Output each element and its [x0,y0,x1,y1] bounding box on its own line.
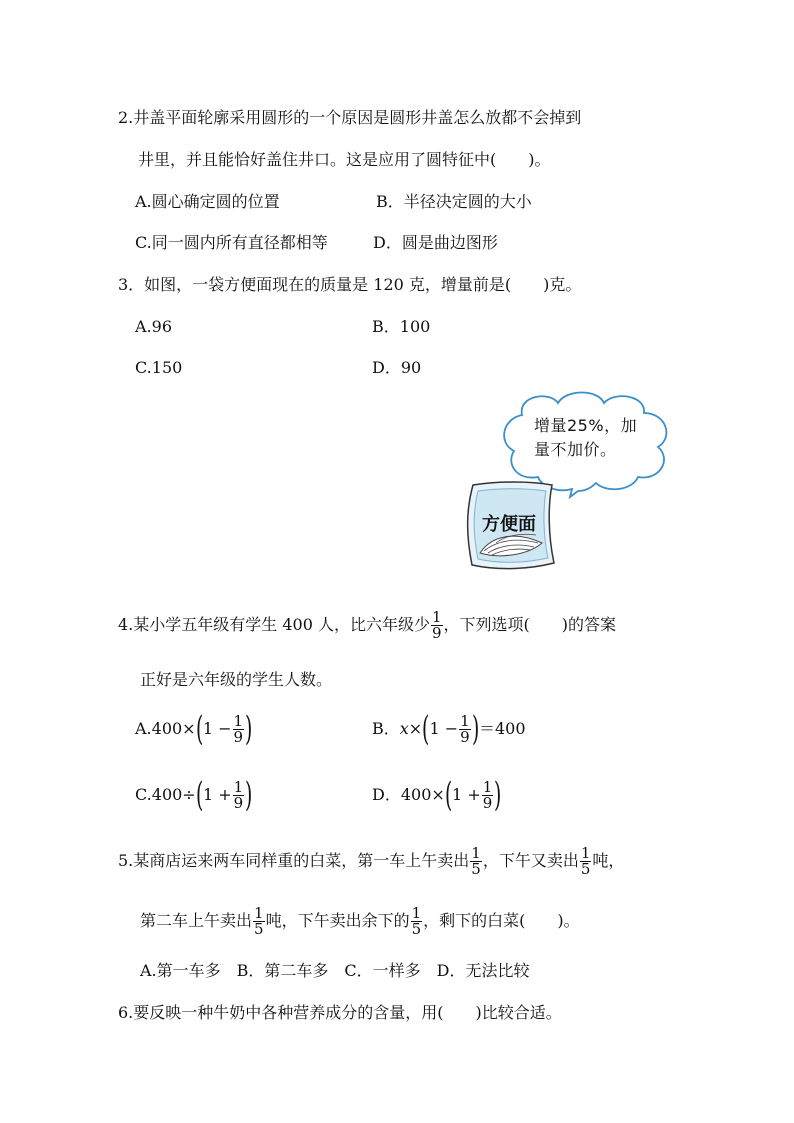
fraction-numerator: 1 [431,608,442,626]
fraction-denominator: 9 [233,727,244,746]
q4-option-d [372,775,502,815]
q2-option-c: C.同一圆内所有直径都相等 [135,233,328,252]
q2-option-a: A.圆心确定圆的位置 [135,192,280,211]
right-paren-icon: ) [494,775,502,815]
option-b-variable: x [399,719,409,738]
q3-option-b: B．100 [372,317,431,336]
q3-line1: 3．如图，一袋方便面现在的质量是 120 克，增量前是( )克。 [118,275,582,294]
fraction-numerator: 1 [254,904,264,922]
bubble-line-2: 量不加价。 [534,440,617,459]
q4-line1 [118,610,616,641]
fraction-numerator: 1 [233,777,244,796]
bubble-line-1: 增量25%，加 [534,416,638,435]
option-c-prefix: C.400÷ [135,785,196,804]
fraction-numerator: 1 [482,777,493,796]
option-b-times: × [408,719,423,738]
q4-option-a [135,709,253,749]
q4-line1-pre: 4.某小学五年级有学生 400 人，比六年级少 [118,615,430,634]
q2-line2: 井里，并且能恰好盖住井口。这是应用了圆特征中( )。 [138,150,551,169]
fraction-denominator: 5 [471,860,481,878]
fraction-numerator: 1 [411,904,422,922]
option-a-inner: 1 − [202,719,232,738]
fraction-numerator: 1 [580,844,591,862]
q3-option-a: A.96 [135,317,172,336]
option-b-prefix: B． [372,719,400,738]
q2-line1: 2.井盖平面轮廓采用圆形的一个原因是圆形井盖怎么放都不会掉到 [118,108,582,127]
fraction-denominator: 9 [431,624,442,642]
right-paren-icon: ) [471,709,479,749]
q5-fraction-2 [580,846,592,877]
q4-fraction [431,610,443,641]
q5-line2-mid: 吨，下午卖出余下的 [265,911,410,930]
left-paren-icon: ( [422,709,430,749]
q5-line2-post: ，剩下的白菜( )。 [423,911,580,930]
q5-options: A.第一车多 B．第二车多 C．一样多 D．无法比较 [140,961,530,980]
option-d-fraction [482,777,494,812]
fraction-denominator: 9 [482,793,493,812]
q4-option-b [372,709,526,749]
option-c-inner: 1 + [202,785,232,804]
speech-bubble-text [534,414,637,462]
right-paren-icon: ) [245,709,253,749]
option-b-fraction [459,711,471,746]
fraction-denominator: 5 [580,860,591,878]
q5-line1 [118,846,624,877]
q5-fraction-1 [470,846,482,877]
option-d-inner: 1 + [452,785,481,804]
fraction-denominator: 9 [233,793,244,812]
q6-line1: 6.要反映一种牛奶中各种营养成分的含量，用( )比较合适。 [118,1003,562,1022]
option-a-fraction [233,711,245,746]
left-paren-icon: ( [444,775,453,815]
q3-option-d: D．90 [372,358,422,377]
bag-label: 方便面 [482,514,536,535]
fraction-denominator: 5 [254,920,264,938]
q5-line2-pre: 第二车上午卖出 [140,911,253,930]
option-b-inner: 1 − [429,719,459,738]
left-paren-icon: ( [195,775,203,815]
q4-option-c [135,775,253,815]
q2-option-b: B．半径决定圆的大小 [376,192,532,211]
q4-line2: 正好是六年级的学生人数。 [140,670,333,689]
q3-option-c: C.150 [135,358,183,377]
option-a-prefix: A.400× [135,719,196,738]
option-c-fraction [233,777,245,812]
q5-line1-mid: ，下午又卖出 [482,851,579,870]
q5-fraction-4 [411,906,423,937]
fraction-numerator: 1 [471,844,481,862]
left-paren-icon: ( [195,709,203,749]
fraction-denominator: 5 [411,920,422,938]
fraction-numerator: 1 [460,711,470,730]
q5-fraction-3 [253,906,265,937]
fraction-numerator: 1 [233,711,244,730]
option-d-prefix: D．400× [372,785,445,804]
q5-line1-pre: 5.某商店运来两车同样重的白菜，第一车上午卖出 [118,851,470,870]
fraction-denominator: 9 [460,727,470,746]
q5-line1-post: 吨， [592,851,625,870]
right-paren-icon: ) [245,775,253,815]
q4-line1-post: ，下列选项( )的答案 [443,615,617,634]
q2-option-d: D．圆是曲边图形 [373,233,498,252]
q5-line2 [140,906,580,937]
option-b-suffix: ＝400 [478,719,526,738]
